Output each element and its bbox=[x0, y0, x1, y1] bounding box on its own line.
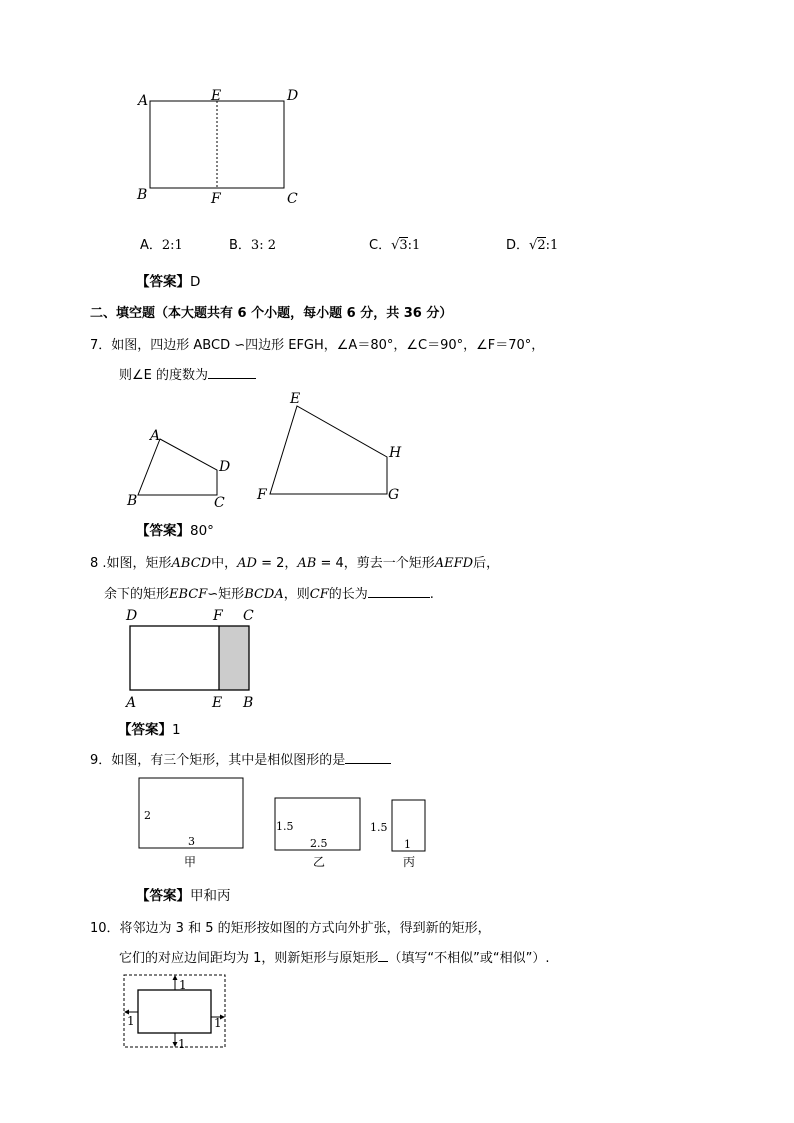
label-f: F bbox=[213, 608, 223, 624]
label-g: G bbox=[388, 487, 400, 503]
bottom-arrowhead-icon bbox=[173, 1042, 178, 1047]
gap-bottom: 1 bbox=[178, 1037, 186, 1051]
label-e: E bbox=[211, 88, 222, 104]
q10-line1: 10．将邻边为 3 和 5 的矩形按如图的方式向外扩张，得到新的矩形， bbox=[90, 921, 491, 936]
label-a: A bbox=[150, 428, 161, 444]
label-h: H bbox=[389, 445, 402, 461]
label-b: B bbox=[127, 493, 138, 509]
choice-d: D．√2:1 bbox=[506, 238, 559, 253]
q7-blank bbox=[208, 366, 256, 379]
jia-base: 3 bbox=[188, 835, 195, 848]
q8-line1: 8 .如图，矩形ABCD中，AD = 2，AB = 4，剪去一个矩形AEFD后， bbox=[90, 556, 500, 571]
q8-line2: 余下的矩形EBCF∽矩形BCDA，则CF的长为 . bbox=[104, 587, 434, 602]
label-d: D bbox=[287, 88, 299, 104]
label-f: F bbox=[257, 487, 267, 503]
q7-line1: 7．如图，四边形 ABCD ∽四边形 EFGH，∠A＝80°，∠C＝90°，∠F＝70°， bbox=[90, 338, 545, 353]
bing-base: 1 bbox=[404, 838, 411, 851]
label-d: D bbox=[126, 608, 138, 624]
yi-side: 1.5 bbox=[276, 820, 294, 833]
q7-quadrilaterals-figure bbox=[120, 385, 410, 510]
shaded-ebcf bbox=[219, 626, 249, 690]
gap-right: 1 bbox=[214, 1016, 222, 1030]
quad-efgh bbox=[270, 406, 387, 494]
q6-rectangle-figure bbox=[130, 85, 310, 210]
label-e: E bbox=[290, 391, 301, 407]
jia-name: 甲 bbox=[184, 855, 197, 869]
label-a: A bbox=[138, 93, 149, 109]
top-arrowhead-icon bbox=[173, 975, 178, 980]
q8-blank bbox=[368, 585, 430, 598]
q10-line2: 它们的对应边间距均为 1，则新矩形与原矩形 （填写“不相似”或“相似”）. bbox=[119, 951, 550, 966]
gap-top: 1 bbox=[179, 978, 187, 992]
q9-text: 9．如图，有三个矩形，其中是相似图形的是 bbox=[90, 749, 391, 768]
label-e: E bbox=[212, 695, 223, 711]
q6-answer: 【答案】D bbox=[136, 274, 201, 290]
choice-a: A．2:1 bbox=[140, 238, 183, 253]
section-title: 二、填空题（本大题共有 6 个小题，每小题 6 分，共 36 分） bbox=[90, 306, 453, 321]
q9-answer: 【答案】甲和丙 bbox=[136, 888, 231, 904]
q8-answer: 【答案】1 bbox=[118, 722, 181, 738]
bing-side: 1.5 bbox=[370, 821, 388, 834]
label-d: D bbox=[219, 459, 231, 475]
quad-abcd bbox=[138, 439, 217, 495]
inner-rect bbox=[138, 990, 211, 1033]
choice-c: C．√3:1 bbox=[369, 238, 421, 253]
label-c: C bbox=[287, 191, 298, 207]
label-f: F bbox=[211, 191, 221, 207]
label-c: C bbox=[243, 608, 254, 624]
label-c: C bbox=[214, 495, 225, 510]
q7-line2: 则∠E 的度数为 bbox=[119, 364, 256, 383]
q10-expansion-figure bbox=[118, 970, 233, 1052]
jia-side: 2 bbox=[144, 809, 151, 822]
q8-rectangle-figure bbox=[118, 604, 268, 712]
bing-name: 丙 bbox=[403, 855, 416, 869]
yi-base: 2.5 bbox=[310, 837, 328, 850]
q9-three-rectangles bbox=[130, 770, 430, 874]
gap-left: 1 bbox=[127, 1014, 135, 1028]
label-a: A bbox=[126, 695, 137, 711]
label-b: B bbox=[137, 187, 148, 203]
q10-blank bbox=[378, 949, 388, 962]
q7-answer: 【答案】80° bbox=[136, 523, 214, 539]
q9-blank bbox=[345, 751, 391, 764]
label-b: B bbox=[243, 695, 254, 711]
choice-b: B．3: 2 bbox=[229, 238, 276, 253]
yi-name: 乙 bbox=[313, 855, 326, 869]
